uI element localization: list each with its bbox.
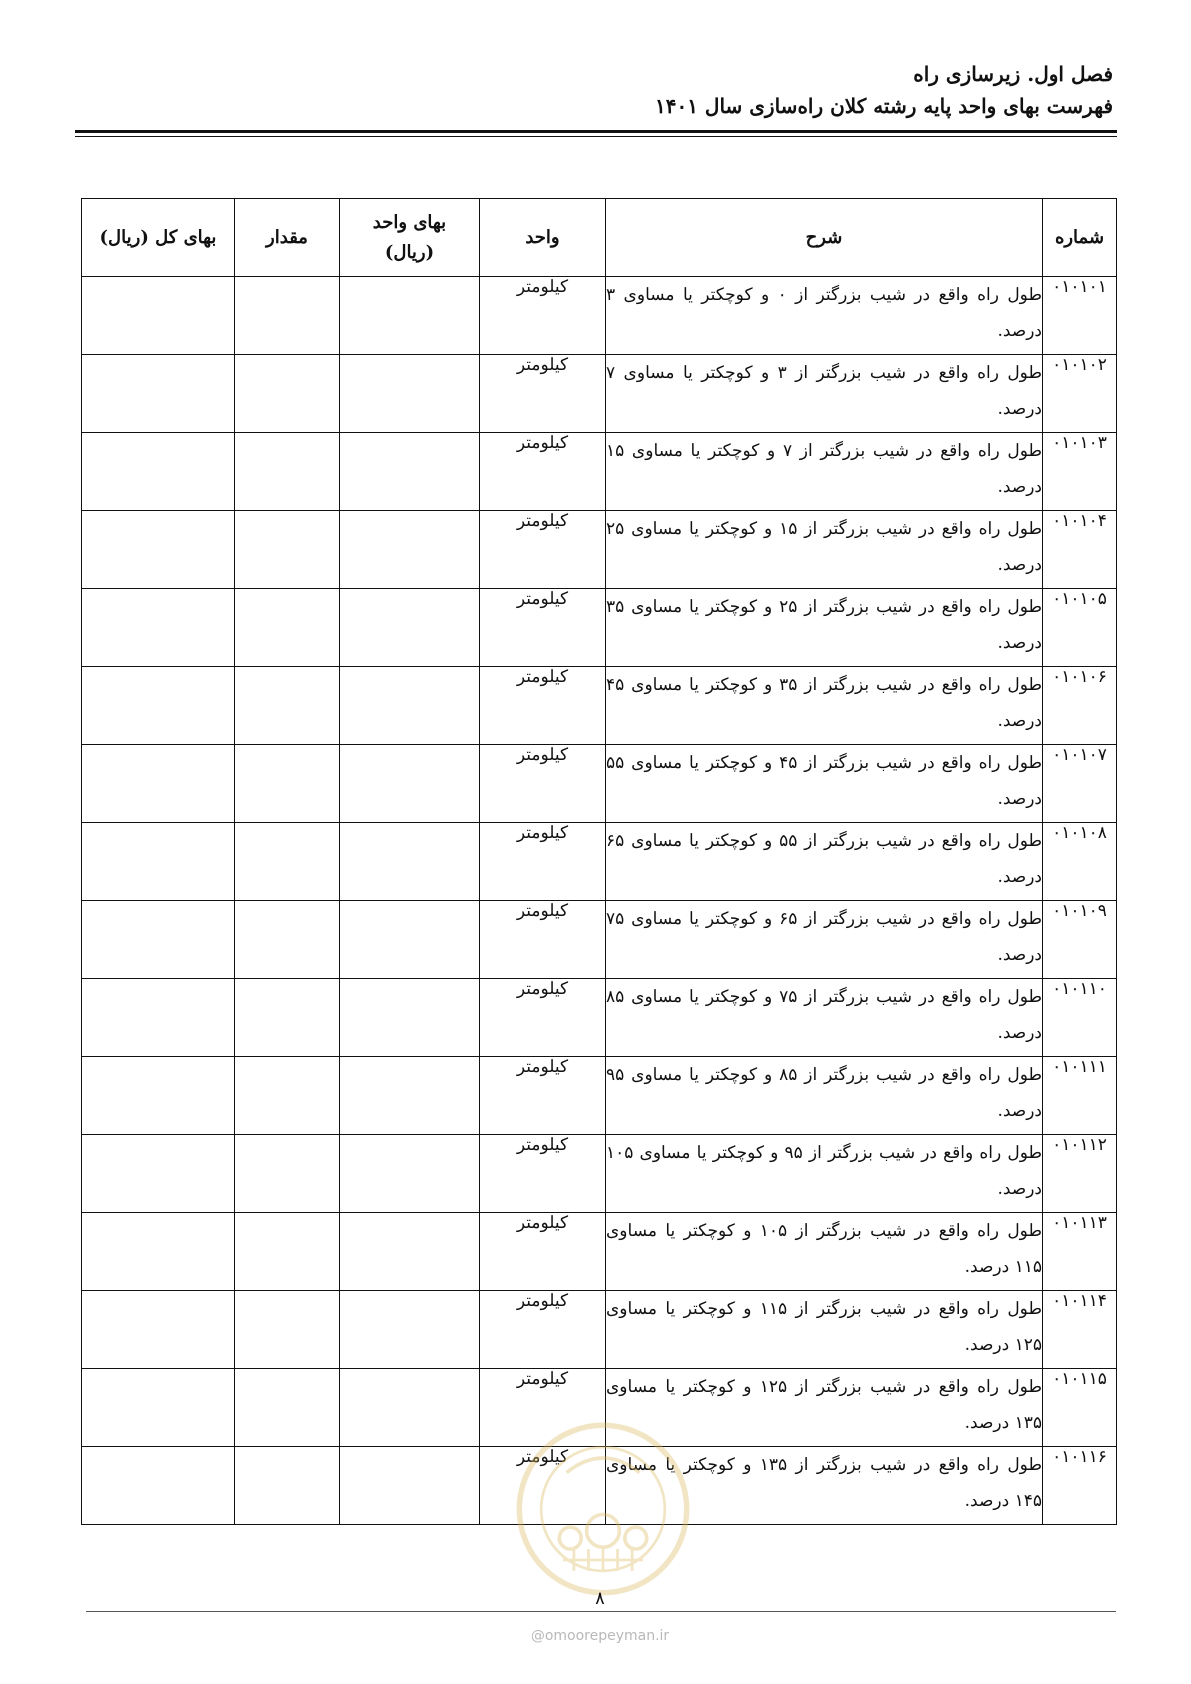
row-unit: کیلومتر xyxy=(480,277,606,355)
table-row xyxy=(82,1057,1117,1135)
footer-rule xyxy=(86,1611,1116,1612)
row-total-price xyxy=(82,589,235,667)
row-description: طول راه واقع در شیب بزرگتر از ۱۵ و کوچکتر یا مساوی ۲۵ درصد. xyxy=(606,511,1043,589)
table-row xyxy=(82,277,1117,355)
header-unit-price-label: بهای واحد xyxy=(372,211,447,233)
row-unit-price xyxy=(340,901,480,979)
row-total-price xyxy=(82,901,235,979)
row-total-price xyxy=(82,667,235,745)
row-code: ۰۱۰۱۱۱ xyxy=(1043,1057,1117,1135)
row-code: ۰۱۰۱۰۶ xyxy=(1043,667,1117,745)
row-unit: کیلومتر xyxy=(480,1057,606,1135)
row-unit-price xyxy=(340,745,480,823)
row-code: ۰۱۰۱۱۴ xyxy=(1043,1291,1117,1369)
header-code: شماره xyxy=(1043,199,1117,277)
row-quantity xyxy=(235,511,340,589)
row-unit-price xyxy=(340,1135,480,1213)
row-quantity xyxy=(235,355,340,433)
watermark-seal-icon xyxy=(512,1418,694,1600)
row-description: طول راه واقع در شیب بزرگتر از ۱۰۵ و کوچکتر یا مساوی ۱۱۵ درصد. xyxy=(606,1213,1043,1291)
row-quantity xyxy=(235,901,340,979)
row-unit: کیلومتر xyxy=(480,1213,606,1291)
row-quantity xyxy=(235,1135,340,1213)
row-quantity xyxy=(235,589,340,667)
row-unit-price xyxy=(340,511,480,589)
header-unit-price-currency: (ریال) xyxy=(384,241,435,263)
row-unit-price xyxy=(340,823,480,901)
row-total-price xyxy=(82,1291,235,1369)
site-watermark: @omoorepeyman.ir xyxy=(530,1628,670,1644)
row-total-price xyxy=(82,1447,235,1525)
row-unit: کیلومتر xyxy=(480,355,606,433)
header-unit: واحد xyxy=(480,199,606,277)
header-rule-thin xyxy=(75,136,1117,137)
row-description: طول راه واقع در شیب بزرگتر از ۱۱۵ و کوچکتر یا مساوی ۱۲۵ درصد. xyxy=(606,1291,1043,1369)
row-unit: کیلومتر xyxy=(480,823,606,901)
row-description: طول راه واقع در شیب بزرگتر از ۳۵ و کوچکتر یا مساوی ۴۵ درصد. xyxy=(606,667,1043,745)
row-total-price xyxy=(82,511,235,589)
table-row xyxy=(82,589,1117,667)
row-quantity xyxy=(235,1447,340,1525)
row-description: طول راه واقع در شیب بزرگتر از ۶۵ و کوچکتر یا مساوی ۷۵ درصد. xyxy=(606,901,1043,979)
page-number: ۸ xyxy=(595,1588,605,1609)
price-table xyxy=(81,198,1117,1525)
row-unit-price xyxy=(340,355,480,433)
row-quantity xyxy=(235,433,340,511)
row-total-price xyxy=(82,823,235,901)
row-description: طول راه واقع در شیب بزرگتر از ۷۵ و کوچکتر یا مساوی ۸۵ درصد. xyxy=(606,979,1043,1057)
row-unit: کیلومتر xyxy=(480,1447,606,1525)
row-unit: کیلومتر xyxy=(480,901,606,979)
row-unit: کیلومتر xyxy=(480,1135,606,1213)
row-quantity xyxy=(235,1213,340,1291)
row-total-price xyxy=(82,277,235,355)
row-quantity xyxy=(235,277,340,355)
row-unit: کیلومتر xyxy=(480,667,606,745)
table-row xyxy=(82,1135,1117,1213)
row-unit-price xyxy=(340,1291,480,1369)
row-quantity xyxy=(235,1369,340,1447)
row-code: ۰۱۰۱۰۷ xyxy=(1043,745,1117,823)
row-unit-price xyxy=(340,667,480,745)
row-code: ۰۱۰۱۱۳ xyxy=(1043,1213,1117,1291)
row-unit-price xyxy=(340,277,480,355)
table-row xyxy=(82,667,1117,745)
row-unit-price xyxy=(340,979,480,1057)
table-row xyxy=(82,745,1117,823)
row-code: ۰۱۰۱۰۴ xyxy=(1043,511,1117,589)
row-description: طول راه واقع در شیب بزرگتر از ۵۵ و کوچکتر یا مساوی ۶۵ درصد. xyxy=(606,823,1043,901)
row-description: طول راه واقع در شیب بزرگتر از ۴۵ و کوچکتر یا مساوی ۵۵ درصد. xyxy=(606,745,1043,823)
row-unit-price xyxy=(340,1213,480,1291)
row-unit: کیلومتر xyxy=(480,589,606,667)
table-row xyxy=(82,355,1117,433)
row-unit-price xyxy=(340,1369,480,1447)
header-quantity: مقدار xyxy=(235,199,340,277)
row-description: طول راه واقع در شیب بزرگتر از ۱۳۵ و کوچکتر یا مساوی ۱۴۵ درصد. xyxy=(606,1447,1043,1525)
row-total-price xyxy=(82,1369,235,1447)
table-row xyxy=(82,511,1117,589)
row-code: ۰۱۰۱۱۰ xyxy=(1043,979,1117,1057)
row-total-price xyxy=(82,979,235,1057)
row-code: ۰۱۰۱۰۵ xyxy=(1043,589,1117,667)
row-total-price xyxy=(82,355,235,433)
row-description: طول راه واقع در شیب بزرگتر از ۱۲۵ و کوچکتر یا مساوی ۱۳۵ درصد. xyxy=(606,1369,1043,1447)
row-total-price xyxy=(82,745,235,823)
row-code: ۰۱۰۱۰۸ xyxy=(1043,823,1117,901)
chapter-title: فصل اول. زیرسازی راه xyxy=(913,62,1113,86)
row-quantity xyxy=(235,1057,340,1135)
table-row xyxy=(82,823,1117,901)
row-total-price xyxy=(82,1213,235,1291)
row-quantity xyxy=(235,823,340,901)
document-title: فهرست بهای واحد پایه رشته کلان راه‌سازی سال ۱۴۰۱ xyxy=(655,94,1113,118)
row-unit-price xyxy=(340,433,480,511)
table-row xyxy=(82,1213,1117,1291)
header-description: شرح xyxy=(606,199,1043,277)
row-quantity xyxy=(235,745,340,823)
header-rule-thick xyxy=(75,130,1117,133)
table-row xyxy=(82,1291,1117,1369)
row-code: ۰۱۰۱۱۶ xyxy=(1043,1447,1117,1525)
row-code: ۰۱۰۱۱۲ xyxy=(1043,1135,1117,1213)
row-unit-price xyxy=(340,1447,480,1525)
row-description: طول راه واقع در شیب بزرگتر از ۹۵ و کوچکتر یا مساوی ۱۰۵ درصد. xyxy=(606,1135,1043,1213)
row-description: طول راه واقع در شیب بزرگتر از ۰ و کوچکتر یا مساوی ۳ درصد. xyxy=(606,277,1043,355)
table-row xyxy=(82,901,1117,979)
header-unit-price xyxy=(340,199,480,277)
row-total-price xyxy=(82,433,235,511)
row-quantity xyxy=(235,1291,340,1369)
row-code: ۰۱۰۱۱۵ xyxy=(1043,1369,1117,1447)
row-description: طول راه واقع در شیب بزرگتر از ۸۵ و کوچکتر یا مساوی ۹۵ درصد. xyxy=(606,1057,1043,1135)
row-description: طول راه واقع در شیب بزرگتر از ۳ و کوچکتر یا مساوی ۷ درصد. xyxy=(606,355,1043,433)
row-quantity xyxy=(235,667,340,745)
row-unit: کیلومتر xyxy=(480,511,606,589)
header-total-price: بهای کل (ریال) xyxy=(82,199,235,277)
row-code: ۰۱۰۱۰۲ xyxy=(1043,355,1117,433)
row-code: ۰۱۰۱۰۹ xyxy=(1043,901,1117,979)
row-unit-price xyxy=(340,1057,480,1135)
table-header-row xyxy=(82,199,1117,277)
row-quantity xyxy=(235,979,340,1057)
row-description: طول راه واقع در شیب بزرگتر از ۲۵ و کوچکتر یا مساوی ۳۵ درصد. xyxy=(606,589,1043,667)
table-row xyxy=(82,433,1117,511)
row-unit: کیلومتر xyxy=(480,1369,606,1447)
row-unit-price xyxy=(340,589,480,667)
row-unit: کیلومتر xyxy=(480,1291,606,1369)
row-unit: کیلومتر xyxy=(480,433,606,511)
row-code: ۰۱۰۱۰۱ xyxy=(1043,277,1117,355)
row-code: ۰۱۰۱۰۳ xyxy=(1043,433,1117,511)
row-unit: کیلومتر xyxy=(480,745,606,823)
row-unit: کیلومتر xyxy=(480,979,606,1057)
row-total-price xyxy=(82,1135,235,1213)
table-row xyxy=(82,979,1117,1057)
row-total-price xyxy=(82,1057,235,1135)
page-header xyxy=(73,58,1113,122)
row-description: طول راه واقع در شیب بزرگتر از ۷ و کوچکتر یا مساوی ۱۵ درصد. xyxy=(606,433,1043,511)
